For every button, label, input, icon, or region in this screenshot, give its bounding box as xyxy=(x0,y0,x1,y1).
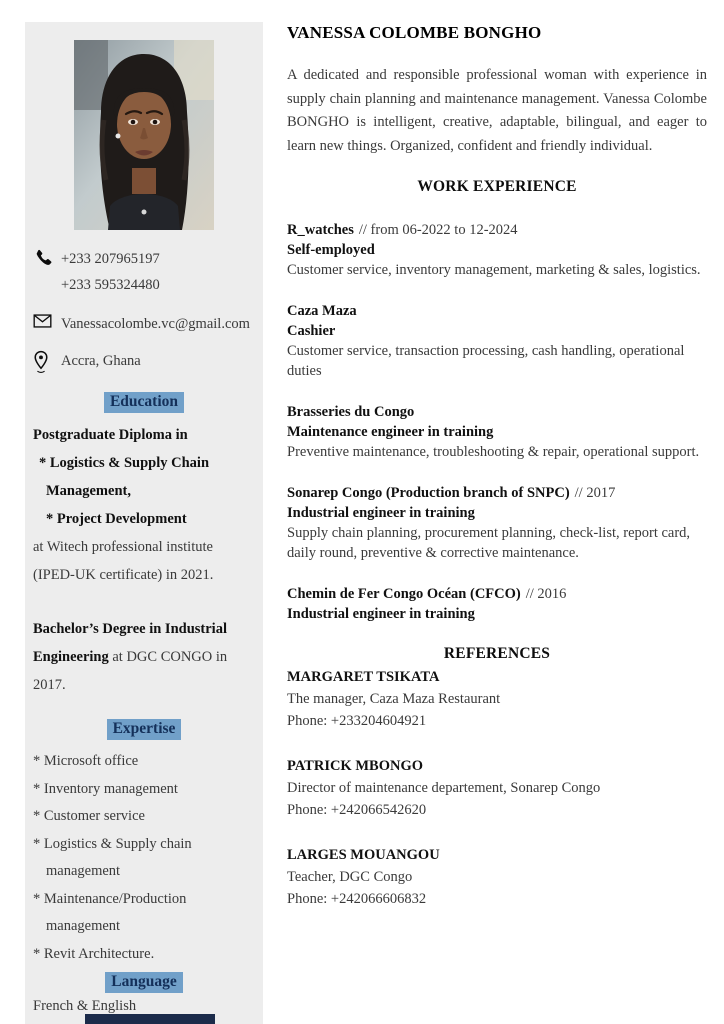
job-title: Industrial engineer in training xyxy=(287,606,475,622)
job-title: Industrial engineer in training xyxy=(287,505,475,521)
contact-section xyxy=(33,246,255,372)
reference-phone: Phone: +242066542620 xyxy=(287,802,427,818)
job-company: Chemin de Fer Congo Océan (CFCO) xyxy=(287,586,521,602)
reference-phone: Phone: +242066606832 xyxy=(287,891,427,907)
job-header xyxy=(287,584,707,604)
job-date: // 2016 xyxy=(525,586,567,602)
education-line: Postgraduate Diploma in xyxy=(33,427,188,443)
phone-row xyxy=(33,246,255,298)
reference-role: Teacher, DGC Congo xyxy=(287,869,413,885)
skill-item: * Inventory management xyxy=(33,780,178,797)
reference-name: LARGES MOUANGOU xyxy=(287,847,440,863)
sidebar xyxy=(25,22,263,1024)
email-text: Vanessacolombe.vc@gmail.com xyxy=(61,316,250,332)
reference-role: Director of maintenance departement, Sonarep Congo xyxy=(287,780,601,796)
job-company: Brasseries du Congo xyxy=(287,404,415,420)
education-heading: Education xyxy=(104,392,184,413)
job-title: Cashier xyxy=(287,323,336,339)
reference-name: MARGARET TSIKATA xyxy=(287,669,440,685)
education-line: at Witech professional institute xyxy=(33,539,213,555)
reference-role: The manager, Caza Maza Restaurant xyxy=(287,691,501,707)
bachelor-degree-title: Bachelor’s Degree in Industrial Engineering xyxy=(33,621,227,665)
job-header xyxy=(287,402,707,422)
bachelor-degree-detail: at DGC CONGO in 2017. xyxy=(33,649,228,693)
job-entry xyxy=(287,402,707,462)
reference-name: PATRICK MBONGO xyxy=(287,758,424,774)
education-line: * Project Development xyxy=(46,511,187,527)
job-company: Sonarep Congo (Production branch of SNPC) xyxy=(287,485,570,501)
profile-photo xyxy=(74,40,214,230)
education-line: Management, xyxy=(46,483,131,499)
language-heading: Language xyxy=(105,972,182,993)
phone-number-1: +233 207965197 xyxy=(61,251,160,267)
education-heading-wrap xyxy=(33,392,255,413)
job-company: R_watches xyxy=(287,222,354,238)
skill-item: * Microsoft office xyxy=(33,753,139,769)
job-company: Caza Maza xyxy=(287,303,357,319)
reference-entry xyxy=(287,844,707,910)
job-title: Self-employed xyxy=(287,242,375,258)
job-title: Maintenance engineer in training xyxy=(287,424,494,440)
education-section xyxy=(33,421,255,589)
job-entry xyxy=(287,220,707,280)
email-icon xyxy=(33,313,53,335)
profile-summary: A dedicated and responsible professional woman with experience in supply chain planning and maintenance management. Vanessa Colombe BONGHO is intelligent, creative, adaptable, bilingual, and eager to learn new things. Organized, confident and friendly individual. xyxy=(287,67,707,154)
location-icon xyxy=(33,350,53,372)
job-description: Customer service, inventory management, marketing & sales, logistics. xyxy=(287,262,701,278)
job-date: // 2017 xyxy=(574,485,616,501)
job-entry xyxy=(287,584,707,624)
phone-icon xyxy=(33,247,53,269)
language-heading-wrap xyxy=(33,972,255,993)
skill-item: * Logistics & Supply chain management xyxy=(33,835,192,879)
skill-item: * Maintenance/Production management xyxy=(33,890,187,934)
job-header xyxy=(287,483,707,503)
expertise-heading: Expertise xyxy=(107,719,182,740)
location-row xyxy=(33,349,255,372)
job-description: Supply chain planning, procurement planning, check-list, report card, daily round, preventive & corrective maintenance. xyxy=(287,525,691,561)
skill-item: * Customer service xyxy=(33,808,145,824)
reference-entry xyxy=(287,666,707,732)
job-header xyxy=(287,301,707,321)
education-line: * Logistics & Supply Chain xyxy=(39,455,210,471)
portrait-illustration xyxy=(74,40,214,230)
email-row xyxy=(33,312,255,335)
bachelor-degree xyxy=(33,615,255,699)
location-text: Accra, Ghana xyxy=(61,353,141,369)
phone-number-2: +233 595324480 xyxy=(61,277,160,293)
job-header xyxy=(287,220,707,240)
work-experience-heading: WORK EXPERIENCE xyxy=(417,178,577,195)
job-description: Customer service, transaction processing, cash handling, operational duties xyxy=(287,343,685,379)
references-heading: REFERENCES xyxy=(443,645,551,662)
phone-numbers xyxy=(61,246,160,298)
reference-entry xyxy=(287,755,707,821)
footer-accent-bar xyxy=(85,1014,215,1024)
job-entry xyxy=(287,483,707,563)
page-title: VANESSA COLOMBE BONGHO xyxy=(287,23,542,42)
main-column xyxy=(287,0,707,933)
work-experience-list xyxy=(287,220,707,624)
education-line: (IPED-UK certificate) in 2021. xyxy=(33,567,214,583)
language-value: French & English xyxy=(33,998,137,1014)
references-list xyxy=(287,666,707,910)
expertise-heading-wrap xyxy=(33,719,255,740)
skill-item: * Revit Architecture. xyxy=(33,945,155,962)
expertise-list xyxy=(33,748,255,968)
job-entry xyxy=(287,301,707,381)
reference-phone: Phone: +233204604921 xyxy=(287,713,427,729)
job-date: // from 06-2022 to 12-2024 xyxy=(358,222,518,238)
job-description: Preventive maintenance, troubleshooting & repair, operational support. xyxy=(287,444,700,460)
